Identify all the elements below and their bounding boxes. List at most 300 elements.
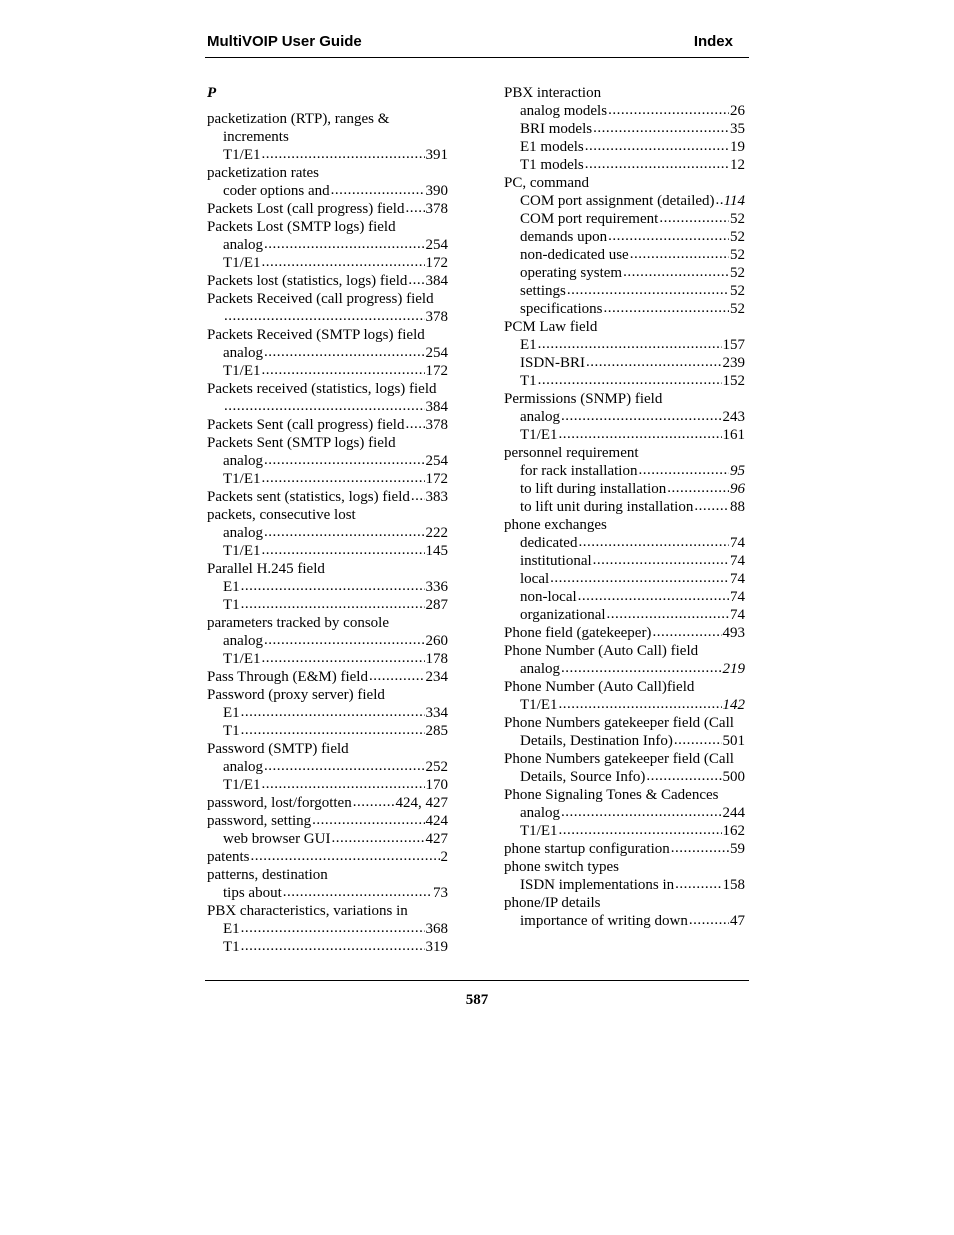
dot-leader	[538, 371, 722, 389]
dot-leader	[603, 299, 729, 317]
dot-leader	[559, 425, 722, 443]
dot-leader	[241, 721, 425, 739]
entry-text: T1/E1	[223, 255, 261, 271]
index-subentry	[207, 704, 448, 722]
entry-text: Packets Sent (call progress) field	[207, 417, 405, 433]
page-reference: 74	[730, 607, 745, 623]
index-entry	[504, 174, 745, 192]
dot-leader	[559, 821, 722, 839]
entry-text: Phone Numbers gatekeeper field (Call	[504, 715, 734, 731]
index-entry	[207, 110, 448, 128]
index-subentry	[207, 308, 448, 326]
page-reference: 96	[730, 481, 745, 497]
index-entry	[207, 434, 448, 452]
page-reference: 172	[425, 363, 448, 379]
index-entry	[207, 668, 448, 686]
page-reference: 47	[730, 913, 745, 929]
dot-leader	[585, 137, 729, 155]
dot-leader	[538, 335, 722, 353]
entry-text: Password (SMTP) field	[207, 741, 349, 757]
index-subentry	[207, 542, 448, 560]
dot-leader	[694, 497, 729, 515]
page-reference: 391	[425, 147, 448, 163]
dot-leader	[262, 541, 425, 559]
dot-leader	[262, 775, 425, 793]
dot-leader	[262, 469, 425, 487]
index-subentry	[207, 128, 448, 146]
entry-text: personnel requirement	[504, 445, 639, 461]
index-entry	[207, 794, 448, 812]
dot-leader	[264, 343, 425, 361]
entry-text: password, setting	[207, 813, 312, 829]
index-entry	[504, 444, 745, 462]
page-reference: 26	[730, 103, 745, 119]
dot-leader	[369, 667, 425, 685]
page-reference: 424, 427	[395, 795, 448, 811]
index-subentry	[207, 146, 448, 164]
entry-text: ISDN-BRI	[520, 355, 586, 371]
page-reference: 254	[425, 453, 448, 469]
entry-text: analog models	[520, 103, 608, 119]
index-subentry	[207, 938, 448, 956]
entry-text: Phone Number (Auto Call) field	[504, 643, 699, 659]
entry-text: tips about	[223, 885, 282, 901]
dot-leader	[578, 587, 729, 605]
page-reference: 244	[722, 805, 745, 821]
dot-leader	[224, 307, 425, 325]
page-reference: 252	[425, 759, 448, 775]
dot-leader	[630, 245, 729, 263]
entry-text: Packets Sent (SMTP logs) field	[207, 435, 396, 451]
entry-text: analog	[223, 633, 263, 649]
page-reference: 287	[425, 597, 448, 613]
page-reference: 427	[425, 831, 448, 847]
header-rule	[205, 57, 749, 58]
index-entry	[207, 686, 448, 704]
dot-leader	[689, 911, 729, 929]
dot-leader	[264, 235, 425, 253]
index-entry	[504, 318, 745, 336]
dot-leader	[241, 595, 425, 613]
entry-text: Password (proxy server) field	[207, 687, 385, 703]
entry-text: Parallel H.245 field	[207, 561, 325, 577]
entry-text: packetization (RTP), ranges &	[207, 111, 390, 127]
page-reference: 368	[425, 921, 448, 937]
index-subentry	[504, 300, 745, 318]
index-entry	[207, 506, 448, 524]
dot-leader	[411, 487, 425, 505]
index-subentry	[207, 524, 448, 542]
page-reference: 501	[722, 733, 745, 749]
index-subentry	[207, 632, 448, 650]
dot-leader	[331, 829, 424, 847]
page-reference: 35	[730, 121, 745, 137]
entry-text: Packets Lost (SMTP logs) field	[207, 219, 396, 235]
entry-text: phone exchanges	[504, 517, 607, 533]
page-reference: 378	[425, 417, 448, 433]
page-reference: 52	[730, 229, 745, 245]
entry-text: Packets Received (call progress) field	[207, 291, 434, 307]
entry-text: dedicated	[520, 535, 578, 551]
index-subentry	[504, 768, 745, 786]
page-reference: 319	[425, 939, 448, 955]
entry-text: analog	[520, 661, 560, 677]
index-subentry	[504, 732, 745, 750]
page-number: 587	[465, 992, 489, 1008]
dot-leader	[262, 649, 425, 667]
index-entry	[504, 516, 745, 534]
index-column-right	[504, 84, 745, 930]
dot-leader	[671, 839, 729, 857]
entry-text: T1	[223, 939, 240, 955]
dot-leader	[667, 479, 729, 497]
entry-text: phone/IP details	[504, 895, 601, 911]
index-subentry	[504, 534, 745, 552]
index-entry	[504, 678, 745, 696]
entry-text: Phone field (gatekeeper)	[504, 625, 652, 641]
entry-text: local	[520, 571, 550, 587]
entry-text: T1/E1	[223, 777, 261, 793]
page-reference: 158	[722, 877, 745, 893]
page-reference: 254	[425, 345, 448, 361]
index-subentry	[504, 462, 745, 480]
entry-text: T1/E1	[223, 651, 261, 667]
entry-text: parameters tracked by console	[207, 615, 389, 631]
dot-leader	[405, 415, 424, 433]
entry-text: packetization rates	[207, 165, 320, 181]
entry-text: E1	[223, 921, 240, 937]
dot-leader	[264, 451, 425, 469]
entry-text: coder options and	[223, 183, 330, 199]
index-entry	[207, 866, 448, 884]
index-entry	[504, 642, 745, 660]
index-entry	[207, 272, 448, 290]
entry-text: Packets received (statistics, logs) field	[207, 381, 437, 397]
page-reference: 254	[425, 237, 448, 253]
index-subentry	[504, 120, 745, 138]
index-subentry	[207, 398, 448, 416]
entry-text: PBX interaction	[504, 85, 602, 101]
entry-text: PC, command	[504, 175, 589, 191]
dot-leader	[405, 199, 424, 217]
index-entry	[207, 902, 448, 920]
index-subentry	[207, 344, 448, 362]
entry-text: password, lost/forgotten	[207, 795, 352, 811]
dot-leader	[251, 847, 440, 865]
entry-text: to lift unit during installation	[520, 499, 694, 515]
dot-leader	[652, 623, 721, 641]
entry-text: phone startup configuration	[504, 841, 670, 857]
page-reference: 172	[425, 255, 448, 271]
entry-text: patents	[207, 849, 250, 865]
entry-text: packets, consecutive lost	[207, 507, 356, 523]
entry-text: analog	[223, 525, 263, 541]
dot-leader	[561, 803, 722, 821]
index-entry	[504, 840, 745, 858]
index-entry	[504, 750, 745, 768]
page-reference: 52	[730, 283, 745, 299]
index-subentry	[207, 596, 448, 614]
dot-leader	[283, 883, 432, 901]
entry-text: analog	[520, 805, 560, 821]
index-entry	[207, 488, 448, 506]
page-reference: 52	[730, 247, 745, 263]
dot-leader	[559, 695, 722, 713]
index-entry	[207, 848, 448, 866]
page-reference: 52	[730, 265, 745, 281]
entry-text: Packets Received (SMTP logs) field	[207, 327, 425, 343]
index-subentry	[207, 830, 448, 848]
entry-text: E1	[223, 579, 240, 595]
entry-text: importance of writing down	[520, 913, 688, 929]
index-subentry	[207, 236, 448, 254]
entry-text: T1/E1	[223, 471, 261, 487]
index-subentry	[504, 912, 745, 930]
dot-leader	[331, 181, 425, 199]
entry-text: Packets sent (statistics, logs) field	[207, 489, 410, 505]
dot-leader	[593, 119, 729, 137]
index-entry	[504, 714, 745, 732]
index-entry	[207, 326, 448, 344]
dot-leader	[716, 191, 723, 209]
page-reference: 285	[425, 723, 448, 739]
page-reference: 88	[730, 499, 745, 515]
index-subentry	[207, 452, 448, 470]
entry-text: Packets Lost (call progress) field	[207, 201, 405, 217]
index-subentry	[207, 776, 448, 794]
index-subentry	[504, 210, 745, 228]
dot-leader	[241, 577, 425, 595]
dot-leader	[241, 703, 425, 721]
entry-text: increments	[223, 129, 289, 145]
entry-text: for rack installation	[520, 463, 638, 479]
index-subentry	[207, 920, 448, 938]
dot-leader	[353, 793, 395, 811]
index-subentry	[504, 660, 745, 678]
entry-text: T1 models	[520, 157, 584, 173]
index-subentry	[504, 696, 745, 714]
entry-text: organizational	[520, 607, 606, 623]
index-subentry	[504, 426, 745, 444]
page-reference: 334	[425, 705, 448, 721]
entry-text: COM port assignment (detailed)	[520, 193, 715, 209]
page-reference: 170	[425, 777, 448, 793]
page-reference: 145	[425, 543, 448, 559]
index-subentry	[207, 254, 448, 272]
entry-text: PBX characteristics, variations in	[207, 903, 408, 919]
entry-text: analog	[223, 345, 263, 361]
entry-text: T1	[520, 373, 537, 389]
index-subentry	[207, 722, 448, 740]
page-reference: 19	[730, 139, 745, 155]
entry-text: specifications	[520, 301, 603, 317]
dot-leader	[608, 227, 729, 245]
entry-text: PCM Law field	[504, 319, 598, 335]
entry-text: to lift during installation	[520, 481, 667, 497]
page-reference: 74	[730, 589, 745, 605]
dot-leader	[646, 767, 721, 785]
index-entry	[207, 812, 448, 830]
dot-leader	[567, 281, 729, 299]
index-entry	[504, 858, 745, 876]
dot-leader	[262, 145, 425, 163]
page-reference: 52	[730, 211, 745, 227]
entry-text: T1/E1	[223, 363, 261, 379]
dot-leader	[561, 407, 722, 425]
index-subentry	[504, 876, 745, 894]
index-entry	[504, 786, 745, 804]
dot-leader	[241, 937, 425, 955]
index-subentry	[504, 588, 745, 606]
entry-text: analog	[223, 453, 263, 469]
page-reference: 95	[730, 463, 745, 479]
entry-text: operating system	[520, 265, 623, 281]
page-reference: 390	[425, 183, 448, 199]
document-title: MultiVOIP User Guide	[207, 33, 362, 50]
page-reference: 493	[722, 625, 745, 641]
entry-text: non-dedicated use	[520, 247, 629, 263]
index-column-left	[207, 84, 448, 956]
dot-leader	[224, 397, 425, 415]
index-entry	[504, 390, 745, 408]
entry-text: patterns, destination	[207, 867, 328, 883]
page-reference: 74	[730, 571, 745, 587]
index-subentry	[207, 182, 448, 200]
entry-text: non-local	[520, 589, 577, 605]
entry-text: Packets lost (statistics, logs) field	[207, 273, 408, 289]
page-reference: 2	[440, 849, 448, 865]
index-subentry	[504, 264, 745, 282]
dot-leader	[550, 569, 729, 587]
page-reference: 378	[425, 309, 448, 325]
entry-text: E1	[223, 705, 240, 721]
page-reference: 142	[722, 697, 745, 713]
index-entry	[207, 218, 448, 236]
dot-leader	[262, 253, 425, 271]
page-reference: 378	[425, 201, 448, 217]
index-subentry	[504, 570, 745, 588]
index-entry	[504, 624, 745, 642]
section-title: Index	[693, 33, 733, 50]
index-subentry	[504, 552, 745, 570]
page-reference: 219	[722, 661, 745, 677]
entry-text: T1/E1	[223, 147, 261, 163]
page-reference: 336	[425, 579, 448, 595]
entry-text: analog	[223, 759, 263, 775]
page-reference: 222	[425, 525, 448, 541]
index-entry	[207, 740, 448, 758]
entry-text: Phone Numbers gatekeeper field (Call	[504, 751, 734, 767]
index-subentry	[504, 336, 745, 354]
page-reference: 74	[730, 553, 745, 569]
index-subentry	[504, 480, 745, 498]
entry-text: E1 models	[520, 139, 584, 155]
entry-text: T1/E1	[520, 823, 558, 839]
index-subentry	[207, 362, 448, 380]
entry-text: Permissions (SNMP) field	[504, 391, 663, 407]
dot-leader	[674, 731, 722, 749]
dot-leader	[623, 263, 729, 281]
index-entry	[504, 894, 745, 912]
page-reference: 234	[425, 669, 448, 685]
entry-text: Details, Source Info)	[520, 769, 646, 785]
dot-leader	[638, 461, 729, 479]
page-reference: 424	[425, 813, 448, 829]
entry-text: T1/E1	[520, 697, 558, 713]
index-subentry	[504, 498, 745, 516]
index-subentry	[504, 192, 745, 210]
entry-text: T1	[223, 723, 240, 739]
page-reference: 239	[722, 355, 745, 371]
entry-text: web browser GUI	[223, 831, 331, 847]
dot-leader	[312, 811, 424, 829]
index-subentry	[504, 804, 745, 822]
index-subentry	[207, 650, 448, 668]
page-reference: 260	[425, 633, 448, 649]
page-reference: 114	[723, 193, 745, 209]
entry-text: Phone Signaling Tones & Cadences	[504, 787, 719, 803]
index-subentry	[504, 138, 745, 156]
entry-text: BRI models	[520, 121, 593, 137]
dot-leader	[607, 605, 729, 623]
index-entry	[207, 290, 448, 308]
dot-leader	[578, 533, 729, 551]
index-subentry	[207, 578, 448, 596]
page-reference: 59	[730, 841, 745, 857]
page-reference: 243	[722, 409, 745, 425]
page-reference: 161	[722, 427, 745, 443]
index-subentry	[504, 606, 745, 624]
entry-text: COM port requirement	[520, 211, 659, 227]
index-entry	[207, 200, 448, 218]
dot-leader	[586, 353, 721, 371]
index-subentry	[207, 470, 448, 488]
index-entry	[207, 164, 448, 182]
footer-rule	[205, 980, 749, 981]
entry-text: Details, Destination Info)	[520, 733, 673, 749]
index-subentry	[504, 822, 745, 840]
index-subentry	[504, 282, 745, 300]
page-reference: 157	[722, 337, 745, 353]
dot-leader	[241, 919, 425, 937]
dot-leader	[675, 875, 721, 893]
page-reference: 384	[425, 399, 448, 415]
index-entry	[207, 560, 448, 578]
page-reference: 500	[722, 769, 745, 785]
dot-leader	[264, 523, 425, 541]
page-reference: 384	[425, 273, 448, 289]
index-subentry	[207, 758, 448, 776]
entry-text: institutional	[520, 553, 592, 569]
index-subentry	[504, 228, 745, 246]
dot-leader	[561, 659, 722, 677]
index-subentry	[504, 408, 745, 426]
entry-text: phone switch types	[504, 859, 619, 875]
entry-text: analog	[223, 237, 263, 253]
index-subentry	[504, 372, 745, 390]
dot-leader	[264, 631, 425, 649]
page-reference: 12	[730, 157, 745, 173]
entry-text: E1	[520, 337, 537, 353]
index-subentry	[504, 354, 745, 372]
index-entry	[207, 614, 448, 632]
dot-leader	[608, 101, 729, 119]
page-reference: 178	[425, 651, 448, 667]
page-header	[207, 33, 733, 50]
dot-leader	[264, 757, 425, 775]
page-reference: 52	[730, 301, 745, 317]
dot-leader	[408, 271, 424, 289]
